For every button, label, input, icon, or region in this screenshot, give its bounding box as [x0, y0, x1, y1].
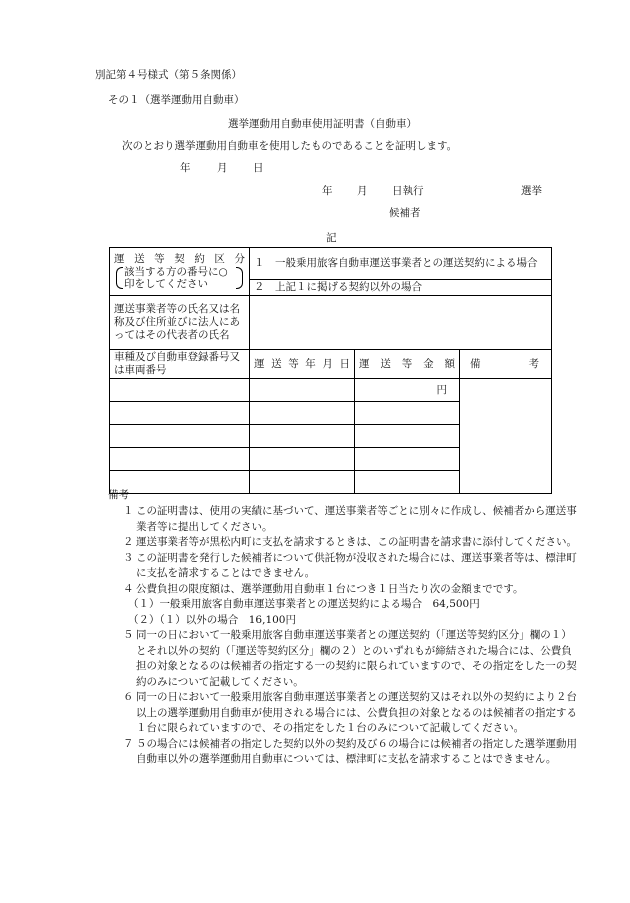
note-item: ３ この証明書を発行した候補者について供託物が没収された場合には、運送事業者等は、標津町に支払を請求することはできません。: [123, 551, 577, 580]
notes-heading: 備考: [108, 489, 129, 501]
yen-label: 円: [436, 383, 447, 396]
note-sub-item: （１）一般乗用旅客自動車運送事業者との運送契約による場合 64,500円: [128, 598, 480, 611]
subform-title: その１（選挙運動用自動車）: [108, 94, 245, 106]
document-title: 選挙運動用自動車使用証明書（自動車）: [228, 118, 417, 130]
date-field[interactable]: [250, 425, 355, 448]
note-item: ７ ５の場合には候補者の指定した契約以外の契約及び６の場合には候補者の指定した選挙運動用自動車以外の選挙運動用自動車については、標津町に支払を請求することはできません。: [123, 737, 577, 766]
contract-type-cell: [110, 248, 250, 296]
vehicle-field[interactable]: [110, 379, 250, 402]
note-item: ６ 同一の日において一般乗用旅客自動車運送事業者との運送契約又はそれ以外の契約により２台以上の選挙運動用自動車が使用される場合には、公費負担の対象となるのは候補者の指定する１台に限られていますので、その指定をした１台のみについて記載してください。: [123, 691, 577, 735]
certificate-table: [109, 247, 552, 494]
note-item: １ この証明書は、使用の実績に基づいて、運送事業者等ごとに別々に作成し、候補者から運送事業者等に提出してください。: [123, 505, 577, 533]
date-day: 日: [253, 162, 264, 174]
note-item: ４ 公費負担の限度額は、選挙運動用自動車１台につき１日当たり次の金額までです。: [123, 582, 524, 595]
vehicle-field[interactable]: [110, 402, 250, 425]
form-number: 別記第４号様式（第５条関係）: [95, 69, 242, 81]
election-day-exec: 日執行: [392, 185, 424, 197]
operator-value-field[interactable]: [250, 296, 552, 350]
amount-field[interactable]: [355, 379, 460, 402]
date-field[interactable]: [250, 448, 355, 471]
amount-field[interactable]: [355, 402, 460, 425]
candidate-label: 候補者: [389, 207, 421, 219]
amount-field[interactable]: [355, 448, 460, 471]
contract-option-2[interactable]: ２ 上記１に掲げる契約以外の場合: [250, 280, 552, 296]
amount-header: [355, 350, 460, 379]
date-field[interactable]: [250, 402, 355, 425]
note-sub-item: （２）（１）以外の場合 16,100円: [128, 613, 296, 626]
date-year: 年: [180, 162, 191, 174]
date-header: [250, 350, 355, 379]
operator-label-cell: [110, 296, 250, 350]
contract-type-label: 運 送 等 契 約 区 分: [114, 253, 245, 265]
contract-type-note: 該当する方の番号に○印をしてください: [114, 266, 245, 290]
amount-field[interactable]: [355, 425, 460, 448]
election-month: 月: [357, 185, 368, 197]
operator-label: 運送事業者等の氏名又は名称及び住所並びに法人にあってはその代表者の氏名: [114, 303, 240, 341]
remarks-header-label: 備 考: [470, 357, 539, 370]
vehicle-field[interactable]: [110, 448, 250, 471]
date-field[interactable]: [250, 379, 355, 402]
contract-option-1[interactable]: １ 一般乗用旅客自動車運送事業者との運送契約による場合: [250, 248, 552, 280]
amount-header-label: 運 送 等 金 額: [359, 357, 455, 370]
vehicle-field[interactable]: [110, 425, 250, 448]
remarks-header: [460, 350, 552, 379]
note-item: ２ 運送事業者等が黒松内町に支払を請求するときは、この証明書を請求書に添付してください。: [123, 536, 577, 549]
certification-statement: 次のとおり選挙運動用自動車を使用したものであることを証明します。: [122, 140, 458, 152]
vehicle-label: 車種及び自動車登録番号又は車両番号: [114, 351, 240, 376]
ki-label: 記: [326, 232, 337, 244]
notes-section: [108, 488, 578, 768]
note-item: ５ 同一の日において一般乗用旅客自動車運送事業者との運送契約（「運送等契約区分」欄の１）とそれ以外の契約（「運送等契約区分」欄の２）とのいずれもが締結された場合には、公費負担の対象となるのは候補者の指定する一の契約に限られていますので、その指定をした一の契約のみについて記載してください。: [123, 629, 577, 688]
remarks-field[interactable]: [460, 379, 552, 494]
election-name: 選挙: [521, 185, 542, 197]
date-header-label: 運 送 等 年 月 日: [254, 357, 350, 370]
election-year: 年: [322, 185, 333, 197]
vehicle-label-cell: [110, 350, 250, 379]
date-month: 月: [217, 162, 228, 174]
